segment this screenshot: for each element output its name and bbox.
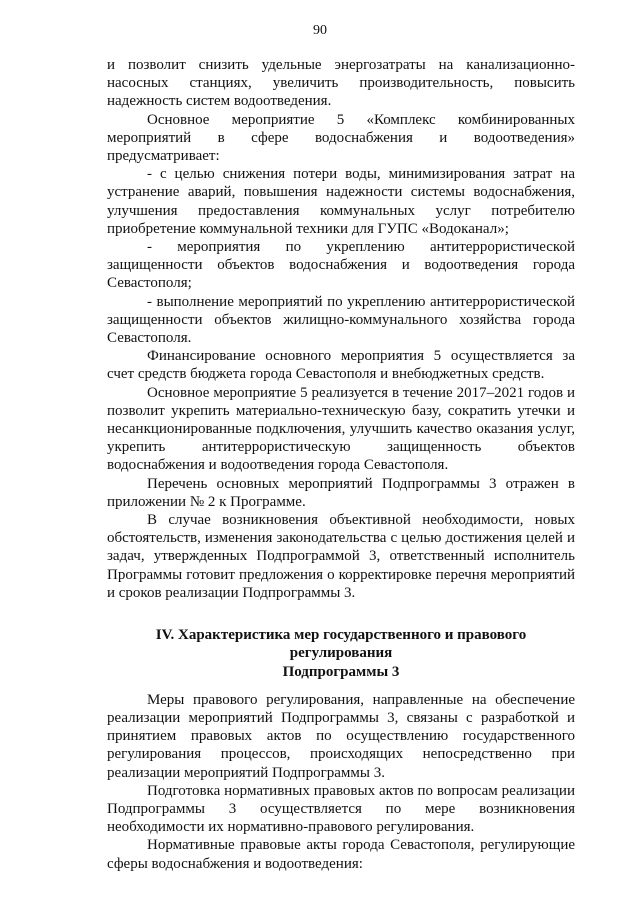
paragraph: Подготовка нормативных правовых актов по вопросам реализации Подпрограммы 3 осуществляется по мере возникновения необходимости их нормативно-правового регулирования.	[107, 782, 575, 836]
paragraph: и позволит снизить удельные энергозатраты на канализационно-насосных станциях, увеличить производительность, повысить надежность систем водоотведения.	[107, 57, 575, 110]
paragraph: Меры правового регулирования, направленные на обеспечение реализации мероприятий Подпрограммы 3, связаны с разработкой и принятием правовых актов по осуществлению государственного регулирования процессов, происходящих непосредственно при реализации мероприятий Подпрограммы 3.	[107, 691, 575, 781]
document-body	[107, 56, 575, 873]
section-heading-line: IV. Характеристика мер государственного и правового регулирования	[155, 627, 527, 662]
list-item: - мероприятия по укреплению антитеррористической защищенности объектов водоснабжения и водоотведения города Севастополя;	[107, 239, 575, 292]
list-item: - выполнение мероприятий по укреплению антитеррористической защищенности объектов жилищно-коммунального хозяйства города Севастополя.	[107, 293, 575, 347]
paragraph: Нормативные правовые акты города Севастополя, регулирующие сферы водоснабжения и водоотведения:	[107, 837, 575, 872]
paragraph: В случае возникновения объективной необходимости, новых обстоятельств, изменения законодательства с целью достижения целей и задач, утвержденных Подпрограммой 3, ответственный исполнитель Программы готовит предложения о корректировке перечня мероприятий и сроков реализации Подпрограммы 3.	[107, 512, 575, 601]
paragraph: Основное мероприятие 5 реализуется в течение 2017–2021 годов и позволит укрепить материально-техническую базу, сократить утечки и несанкционированные подключения, улучшить качество оказания услуг, укрепить антитеррористическую защищенность объектов водоснабжения и водоотведения города Севастополя.	[107, 384, 575, 474]
section-heading-line: Подпрограммы 3	[282, 663, 400, 680]
paragraph: Основное мероприятие 5 «Комплекс комбинированных мероприятий в сфере водоснабжения и водоотведения» предусматривает:	[107, 111, 575, 165]
list-item: - с целью снижения потери воды, минимизирования затрат на устранение аварий, повышения надежности системы водоснабжения, улучшения предоставления коммунальных услуг потребителю приобретение коммунальной техники для ГУПС «Водоканал»;	[107, 166, 575, 237]
paragraph: Финансирование основного мероприятия 5 осуществляется за счет средств бюджета города Севастополя и внебюджетных средств.	[107, 348, 575, 383]
section-heading	[107, 626, 575, 681]
page-number: 90	[313, 23, 327, 38]
paragraph: Перечень основных мероприятий Подпрограммы 3 отражен в приложении № 2 к Программе.	[107, 475, 575, 510]
